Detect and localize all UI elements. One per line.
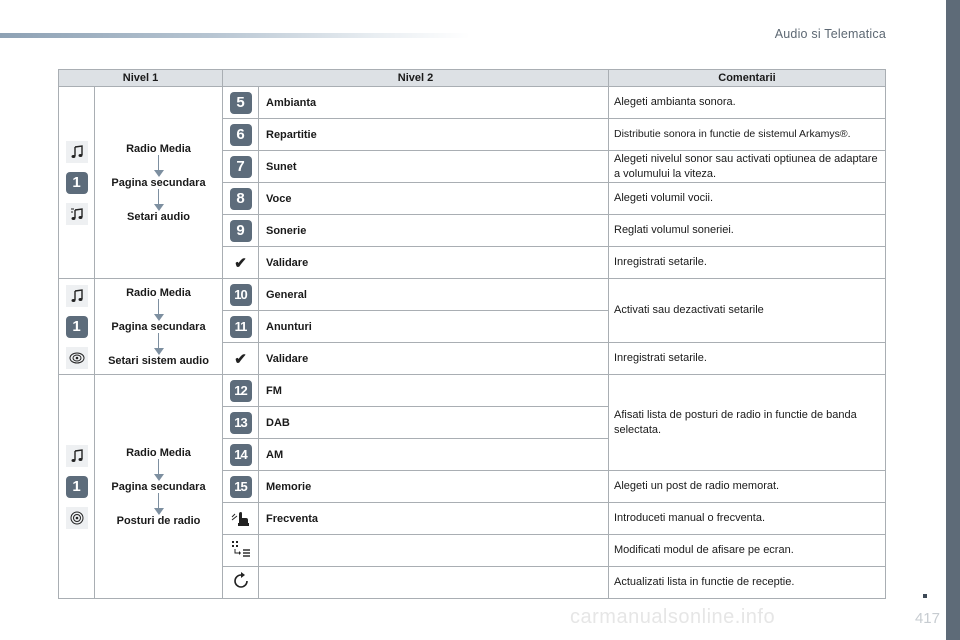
path-step: Setari sistem audio (108, 354, 209, 367)
path-step: Radio Media (126, 286, 191, 299)
level2-label: Anunturi (259, 311, 609, 343)
level2-label: Frecventa (259, 503, 609, 535)
comment-text: Introduceti manual o frecventa. (609, 503, 886, 535)
level2-label: Ambianta (259, 87, 609, 119)
level2-marker-cell (223, 119, 259, 151)
step-badge: 14 (230, 444, 252, 466)
arrow-down-icon (154, 189, 164, 211)
music-note-icon (66, 285, 88, 307)
arrow-down-icon (154, 493, 164, 515)
step-badge: 9 (230, 220, 252, 242)
step-badge: 1 (66, 476, 88, 498)
radio-antenna-icon (66, 507, 88, 529)
level2-label: Repartitie (259, 119, 609, 151)
level2-label: AM (259, 439, 609, 471)
level2-marker-cell (223, 87, 259, 119)
step-badge: 13 (230, 412, 252, 434)
level1-icon-cell (59, 279, 95, 375)
level2-marker-cell (223, 183, 259, 215)
level2-label (259, 535, 609, 567)
comment-text: Modificati modul de afisare pe ecran. (609, 535, 886, 567)
level2-label: General (259, 279, 609, 311)
level2-label: FM (259, 375, 609, 407)
table-row (59, 375, 886, 407)
step-badge: 10 (230, 284, 252, 306)
refresh-icon (232, 581, 250, 593)
table-row (59, 279, 886, 311)
comment-text: Alegeti un post de radio memorat. (609, 471, 886, 503)
arrow-down-icon (154, 459, 164, 481)
section-title: Audio si Telematica (774, 27, 886, 41)
level2-marker-cell (223, 279, 259, 311)
comment-text: Inregistrati setarile. (609, 247, 886, 279)
comment-text: Alegeti ambianta sonora. (609, 87, 886, 119)
path-step: Pagina secundara (111, 176, 206, 189)
path-step: Setari audio (127, 210, 190, 223)
level2-marker-cell (223, 567, 259, 599)
column-header-level1: Nivel 1 (59, 70, 223, 87)
step-badge: 12 (230, 380, 252, 402)
speaker-settings-icon (66, 347, 88, 369)
path-step: Posturi de radio (116, 514, 201, 527)
table-header-row (59, 70, 886, 87)
level2-label: DAB (259, 407, 609, 439)
path-step: Radio Media (126, 142, 191, 155)
level2-marker-cell (223, 407, 259, 439)
step-badge: 7 (230, 156, 252, 178)
check-icon: ✔ (234, 254, 247, 272)
comment-text: Alegeti nivelul sonor sau activati optiunea de adaptare a volumului la viteza. (609, 151, 886, 183)
path-step: Pagina secundara (111, 480, 206, 493)
level2-label: Validare (259, 343, 609, 375)
level1-path-cell (95, 375, 223, 599)
music-note-icon (66, 141, 88, 163)
step-badge: 11 (230, 316, 252, 338)
comment-text: Afisati lista de posturi de radio in functie de banda selectata. (609, 375, 886, 471)
level1-icon-cell (59, 375, 95, 599)
watermark: carmanualsonline.info (570, 606, 776, 628)
level2-marker-cell (223, 503, 259, 535)
comment-text: Reglati volumul soneriei. (609, 215, 886, 247)
step-badge: 15 (230, 476, 252, 498)
level2-label (259, 567, 609, 599)
level2-marker-cell (223, 343, 259, 375)
check-icon: ✔ (234, 350, 247, 368)
level2-marker-cell (223, 311, 259, 343)
level2-marker-cell (223, 215, 259, 247)
music-settings-icon (66, 203, 88, 225)
manual-frequency-icon (231, 517, 251, 529)
column-header-comments: Comentarii (609, 70, 886, 87)
path-step: Pagina secundara (111, 320, 206, 333)
arrow-down-icon (154, 155, 164, 177)
step-badge: 8 (230, 188, 252, 210)
top-accent-bar (0, 33, 470, 38)
level2-marker-cell (223, 535, 259, 567)
step-badge: 1 (66, 316, 88, 338)
level2-label: Memorie (259, 471, 609, 503)
level2-label: Sonerie (259, 215, 609, 247)
level1-path-cell (95, 87, 223, 279)
column-header-level2: Nivel 2 (223, 70, 609, 87)
level2-marker-cell (223, 471, 259, 503)
music-note-icon (66, 445, 88, 467)
path-step: Radio Media (126, 446, 191, 459)
comment-text: Distributie sonora in functie de sistemul Arkamys®. (609, 119, 886, 151)
right-edge-bar (946, 0, 960, 640)
settings-menu-table (58, 69, 886, 599)
step-badge: 1 (66, 172, 88, 194)
page-number: 417 (914, 610, 940, 627)
comment-text: Activati sau dezactivati setarile (609, 279, 886, 343)
level2-label: Sunet (259, 151, 609, 183)
level2-marker-cell (223, 247, 259, 279)
level1-path-cell (95, 279, 223, 375)
table-row (59, 87, 886, 119)
arrow-down-icon (154, 333, 164, 355)
arrow-down-icon (154, 299, 164, 321)
level2-label: Validare (259, 247, 609, 279)
comment-text: Alegeti volumil vocii. (609, 183, 886, 215)
step-badge: 5 (230, 92, 252, 114)
step-badge: 6 (230, 124, 252, 146)
level2-label: Voce (259, 183, 609, 215)
page-marker (923, 594, 927, 598)
level2-marker-cell (223, 151, 259, 183)
level2-marker-cell (223, 375, 259, 407)
level2-marker-cell (223, 439, 259, 471)
comment-text: Inregistrati setarile. (609, 343, 886, 375)
level1-icon-cell (59, 87, 95, 279)
display-mode-icon (231, 549, 251, 561)
comment-text: Actualizati lista in functie de receptie. (609, 567, 886, 599)
